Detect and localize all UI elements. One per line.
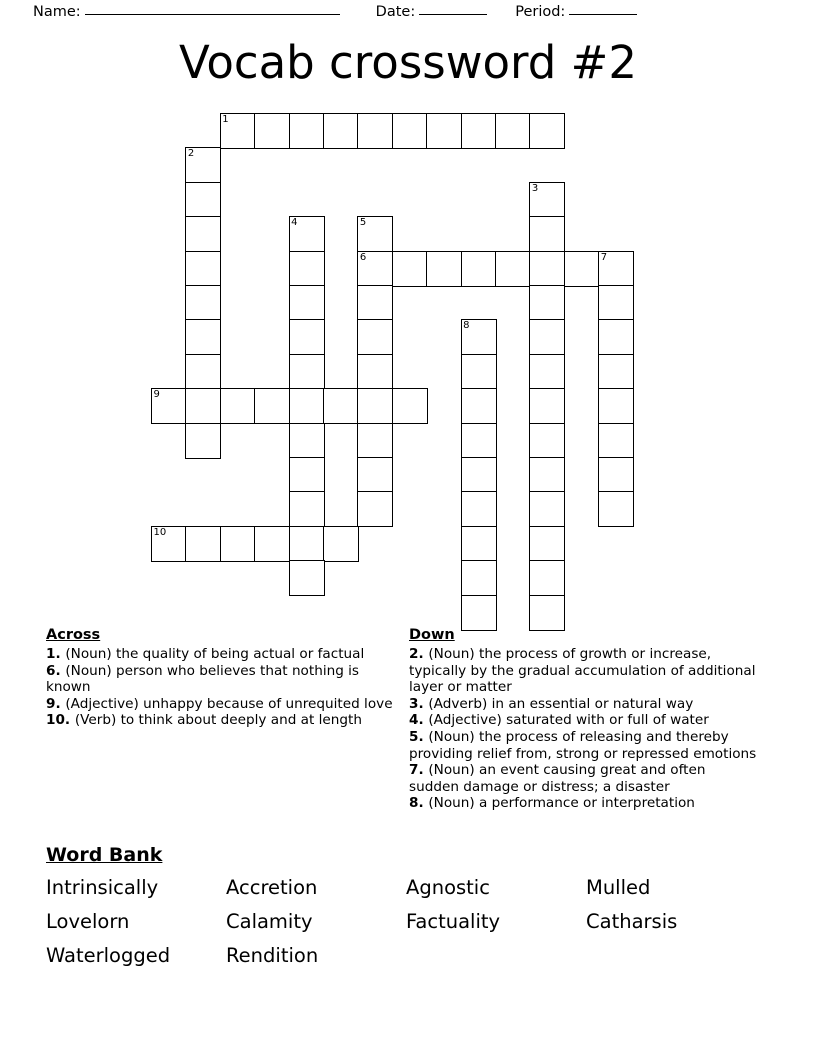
crossword-cell[interactable] (529, 491, 565, 527)
crossword-cell[interactable] (461, 388, 497, 424)
crossword-cell[interactable] (598, 491, 634, 527)
word-bank-word: Accretion (226, 876, 318, 899)
crossword-cell[interactable] (323, 388, 359, 424)
crossword-cell[interactable] (392, 251, 428, 287)
crossword-cell[interactable] (289, 216, 325, 252)
down-clue-5 (409, 729, 759, 762)
crossword-cell[interactable] (529, 285, 565, 321)
cell-number: 9 (153, 389, 160, 401)
word-bank-section (46, 843, 776, 970)
crossword-cell[interactable] (185, 388, 221, 424)
crossword-cell[interactable] (529, 423, 565, 459)
crossword-cell[interactable] (529, 354, 565, 390)
crossword-cell[interactable] (185, 319, 221, 355)
crossword-cell[interactable] (185, 147, 221, 183)
crossword-cell[interactable] (185, 216, 221, 252)
clue-text: (Noun) a performance or interpretation (428, 795, 695, 812)
word-bank-list (46, 873, 776, 970)
clues-section (0, 626, 816, 831)
across-clue-9 (46, 696, 398, 713)
word-bank-word: Calamity (226, 910, 313, 933)
crossword-cell[interactable] (323, 113, 359, 149)
crossword-cell[interactable] (392, 388, 428, 424)
clue-text: (Noun) the process of releasing and thereby providing relief from, strong or repressed emotions (409, 728, 757, 762)
word-bank-word: Mulled (586, 876, 651, 899)
crossword-cell[interactable] (426, 113, 462, 149)
cell-number: 5 (359, 217, 367, 229)
name-label: Name: (33, 4, 81, 20)
word-bank-word: Catharsis (586, 910, 678, 933)
crossword-cell[interactable] (254, 388, 290, 424)
clue-text: (Adverb) in an essential or natural way (428, 695, 694, 712)
crossword-cell[interactable] (357, 423, 393, 459)
crossword-cell[interactable] (461, 560, 497, 596)
crossword-cell[interactable] (289, 388, 325, 424)
clue-number: 4. (409, 712, 429, 729)
crossword-cell[interactable] (185, 526, 221, 562)
word-bank-word: Lovelorn (46, 910, 130, 933)
clue-text: (Adjective) saturated with or full of water (428, 712, 709, 729)
crossword-cell[interactable] (323, 526, 359, 562)
crossword-cell[interactable] (564, 251, 600, 287)
clue-number: 6. (46, 662, 66, 679)
crossword-cell[interactable] (357, 251, 393, 287)
crossword-cell[interactable] (185, 182, 221, 218)
clue-text: (Adjective) unhappy because of unrequited love (65, 695, 393, 712)
crossword-cell[interactable] (289, 560, 325, 596)
crossword-cell[interactable] (289, 526, 325, 562)
crossword-cell[interactable] (529, 113, 565, 149)
crossword-cell[interactable] (529, 457, 565, 493)
date-label: Date: (375, 4, 416, 20)
crossword-cell[interactable] (461, 491, 497, 527)
down-heading: Down (409, 627, 455, 643)
crossword-cell[interactable] (151, 526, 187, 562)
crossword-cell[interactable] (529, 560, 565, 596)
clue-text: (Noun) the process of growth or increase, typically by the gradual accumulation of additional layer or matter (409, 646, 756, 696)
cell-number: 2 (187, 148, 195, 160)
clue-number: 1. (46, 646, 66, 662)
crossword-cell[interactable] (151, 388, 187, 424)
crossword-cell[interactable] (357, 491, 393, 527)
across-clue-10 (46, 712, 398, 729)
crossword-cell[interactable] (357, 457, 393, 493)
clue-number: 9. (46, 695, 66, 712)
crossword-cell[interactable] (461, 113, 497, 149)
page-title: Vocab crossword #2 (179, 36, 637, 89)
crossword-cell[interactable] (598, 457, 634, 493)
crossword-cell[interactable] (289, 457, 325, 493)
clue-text: (Noun) an event causing great and often sudden damage or distress; a disaster (409, 762, 706, 795)
crossword-cell[interactable] (461, 526, 497, 562)
crossword-cell[interactable] (495, 251, 531, 287)
crossword-cell[interactable] (598, 354, 634, 390)
down-clue-2 (409, 646, 759, 696)
clue-number: 10. (46, 712, 75, 729)
clue-text: (Noun) the quality of being actual or factual (65, 646, 365, 662)
cell-number: 4 (291, 217, 298, 229)
across-heading: Across (46, 627, 101, 643)
crossword-cell[interactable] (357, 388, 393, 424)
crossword-cell[interactable] (461, 423, 497, 459)
crossword-cell[interactable] (426, 251, 462, 287)
crossword-cell[interactable] (461, 457, 497, 493)
crossword-cell[interactable] (185, 251, 221, 287)
crossword-cell[interactable] (529, 526, 565, 562)
crossword-cell[interactable] (392, 113, 428, 149)
clue-number: 7. (409, 762, 429, 779)
crossword-cell[interactable] (598, 285, 634, 321)
period-label: Period: (515, 4, 566, 20)
crossword-cell[interactable] (461, 251, 497, 287)
crossword-cell[interactable] (357, 354, 393, 390)
cell-number: 7 (600, 251, 608, 263)
crossword-cell[interactable] (529, 216, 565, 252)
crossword-cell[interactable] (357, 285, 393, 321)
word-bank-word: Rendition (226, 944, 319, 967)
down-clue-4 (409, 712, 759, 729)
word-bank-word: Factuality (406, 910, 501, 933)
crossword-cell[interactable] (461, 354, 497, 390)
crossword-cell[interactable] (220, 388, 256, 424)
word-bank-heading: Word Bank (46, 844, 163, 866)
cell-number: 10 (153, 526, 167, 538)
down-clue-7 (409, 762, 759, 795)
crossword-cell[interactable] (289, 251, 325, 287)
crossword-cell[interactable] (220, 526, 256, 562)
crossword-cell[interactable] (598, 423, 634, 459)
crossword-cell[interactable] (357, 319, 393, 355)
crossword-cell[interactable] (529, 182, 565, 218)
down-clue-8 (409, 795, 759, 812)
across-clue-1 (46, 646, 398, 663)
crossword-cell[interactable] (529, 319, 565, 355)
down-clue-3 (409, 696, 759, 713)
word-bank-word: Waterlogged (46, 944, 171, 967)
cell-number: 8 (463, 320, 470, 332)
crossword-cell[interactable] (289, 285, 325, 321)
crossword-cell[interactable] (598, 251, 634, 287)
crossword-cell[interactable] (598, 319, 634, 355)
crossword-cell[interactable] (598, 388, 634, 424)
clue-number: 2. (409, 646, 429, 662)
crossword-cell[interactable] (529, 251, 565, 287)
clue-text: (Verb) to think about deeply and at length (74, 712, 362, 729)
crossword-cell[interactable] (254, 113, 290, 149)
cell-number: 3 (531, 182, 539, 194)
crossword-cell[interactable] (289, 354, 325, 390)
crossword-cell[interactable] (289, 113, 325, 149)
across-clue-list (46, 646, 398, 729)
crossword-cell[interactable] (461, 319, 497, 355)
crossword-cell[interactable] (357, 113, 393, 149)
word-bank-word: Agnostic (406, 876, 490, 899)
crossword-cell[interactable] (220, 113, 256, 149)
crossword-cell[interactable] (529, 388, 565, 424)
cell-number: 1 (222, 114, 229, 125)
crossword-cell[interactable] (185, 423, 221, 459)
crossword-cell[interactable] (289, 491, 325, 527)
clue-number: 3. (409, 695, 429, 712)
clue-number: 8. (409, 795, 429, 812)
across-clue-6 (46, 663, 398, 696)
crossword-cell[interactable] (289, 319, 325, 355)
across-clues-column (46, 626, 398, 729)
word-bank-word: Intrinsically (46, 876, 159, 899)
down-clue-list (409, 646, 759, 812)
crossword-cell[interactable] (495, 113, 531, 149)
crossword-cell[interactable] (185, 354, 221, 390)
clue-text: (Noun) person who believes that nothing is known (46, 662, 360, 696)
cell-number: 6 (359, 251, 367, 263)
crossword-cell[interactable] (185, 285, 221, 321)
clue-number: 5. (409, 728, 429, 745)
crossword-cell[interactable] (254, 526, 290, 562)
down-clues-column (409, 626, 759, 812)
crossword-cell[interactable] (289, 423, 325, 459)
crossword-cell[interactable] (357, 216, 393, 252)
